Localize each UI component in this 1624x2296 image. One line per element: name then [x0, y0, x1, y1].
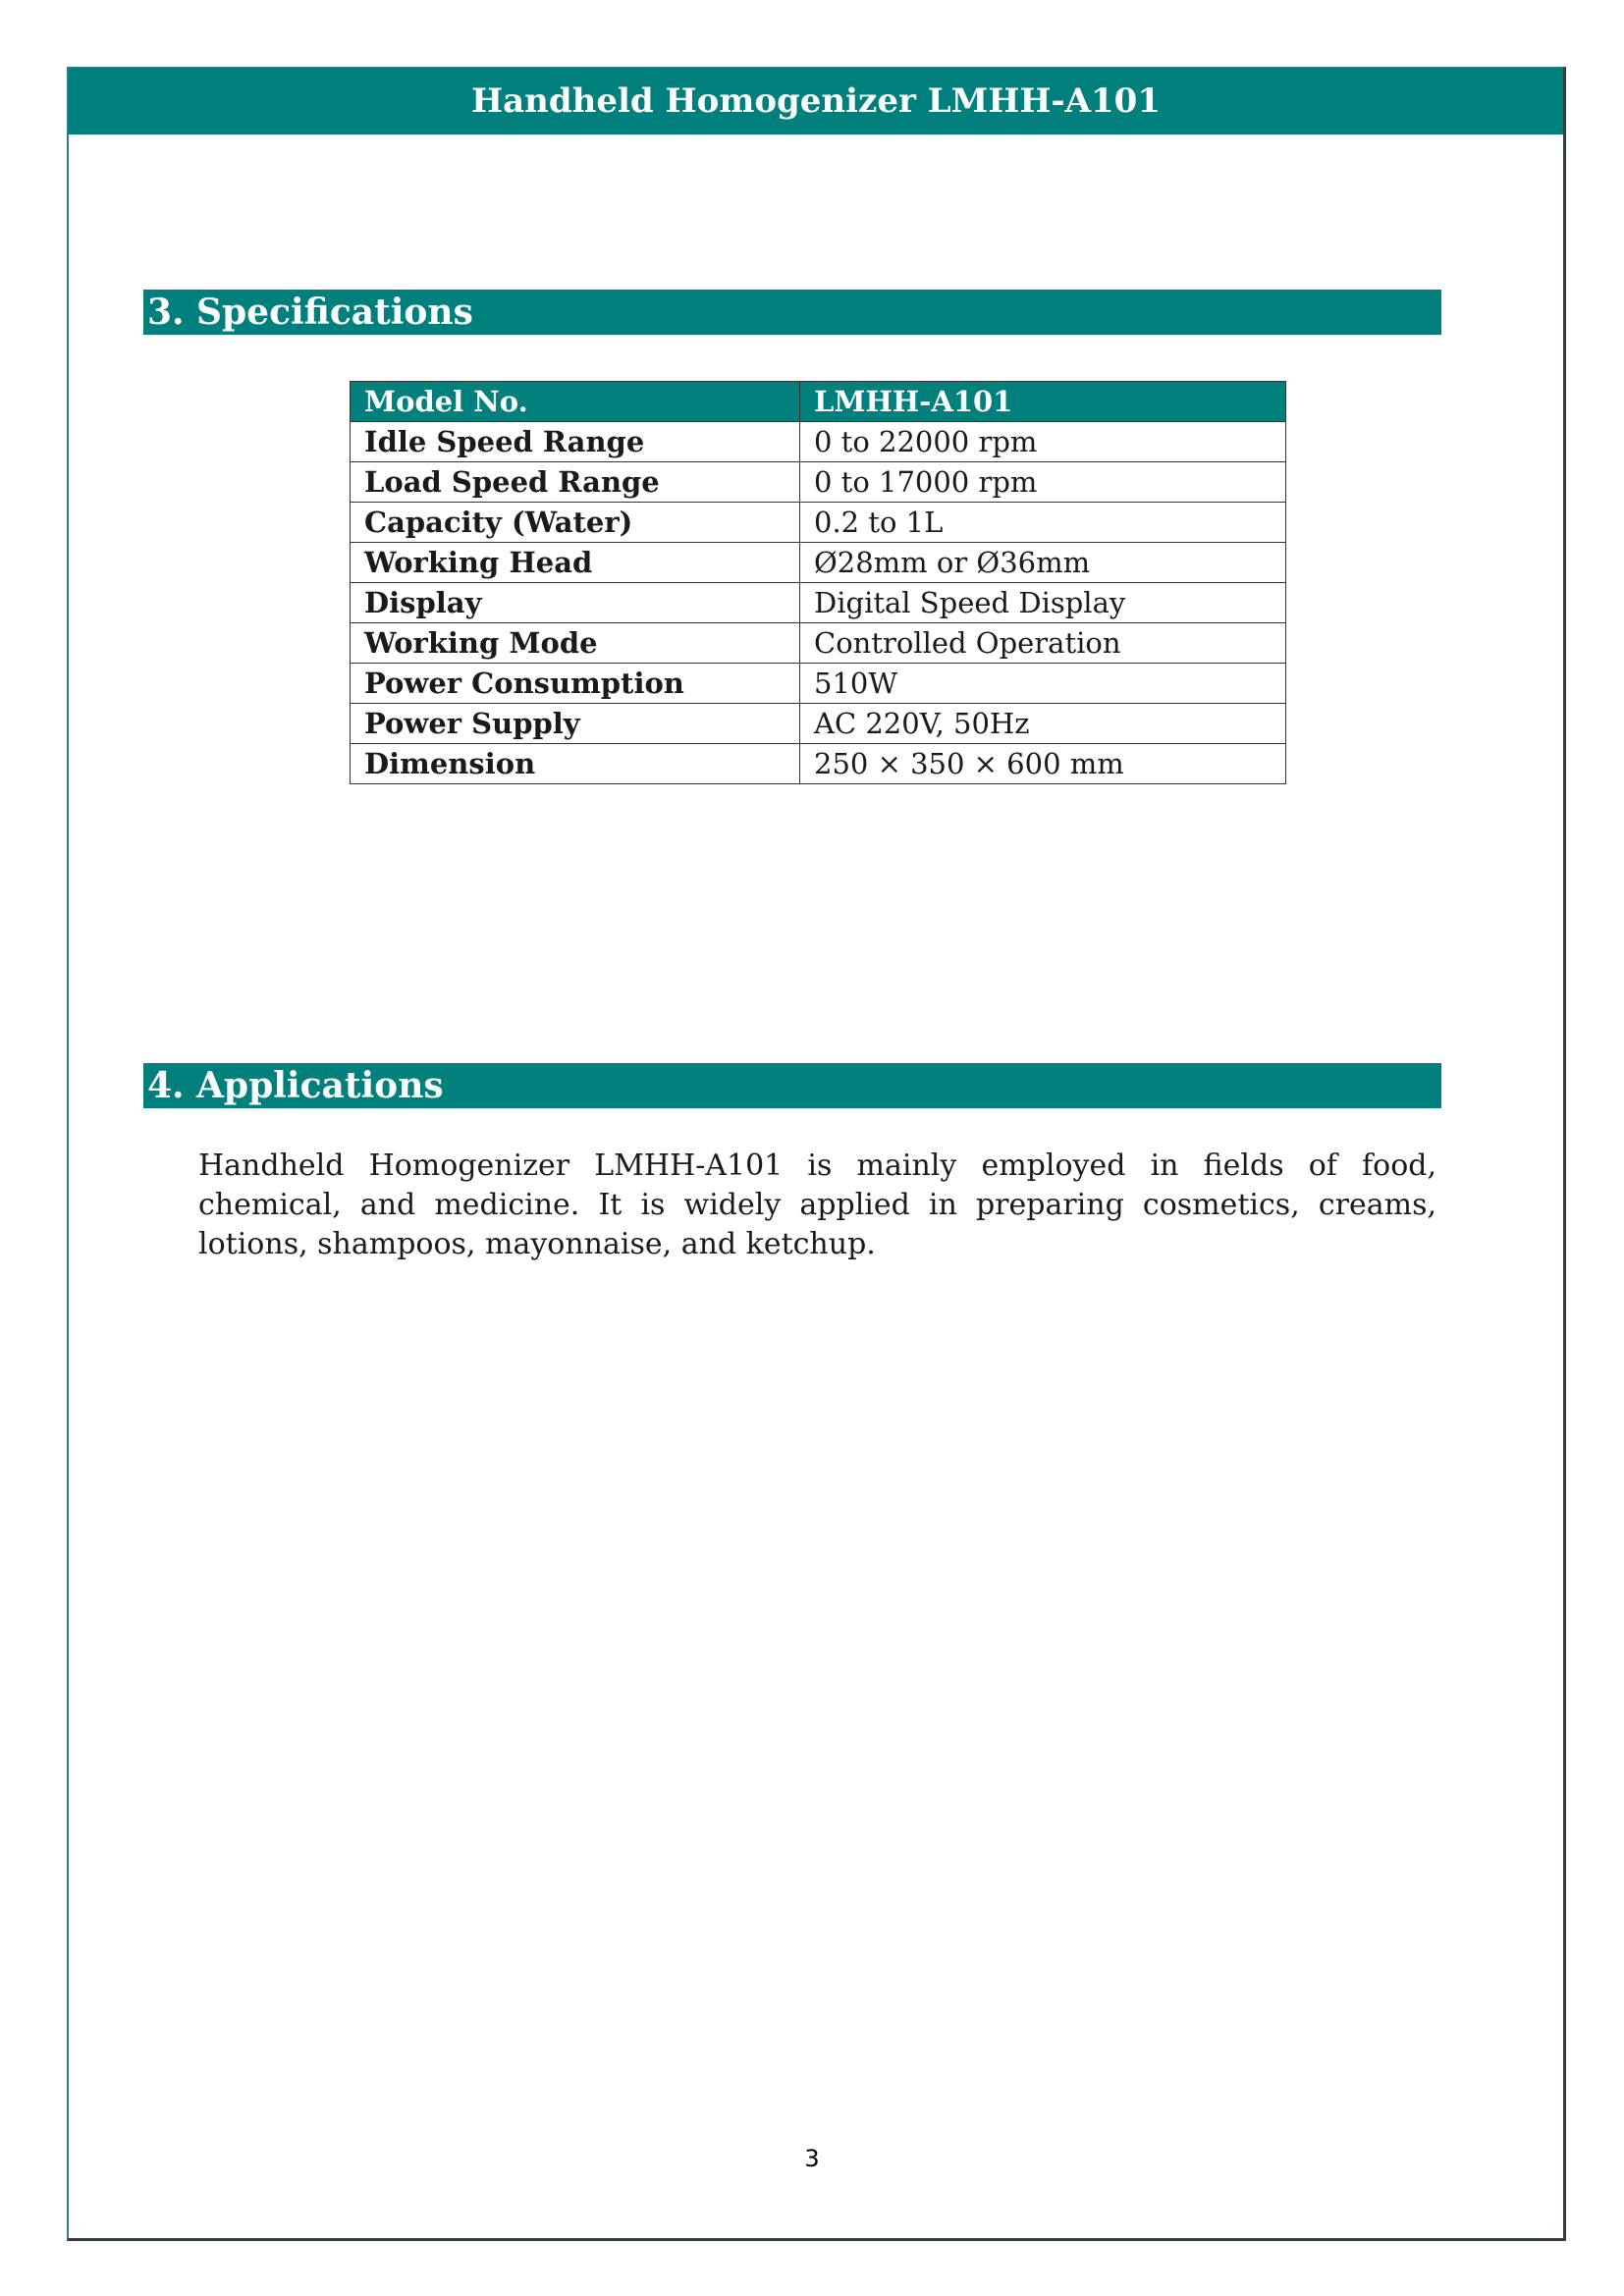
spec-value: Digital Speed Display — [800, 583, 1286, 623]
spec-label: Capacity (Water) — [351, 503, 800, 543]
section-title: Specifications — [196, 292, 473, 333]
table-header-row — [351, 382, 1286, 422]
table-row — [351, 704, 1286, 744]
table-row — [351, 503, 1286, 543]
spec-label: Working Head — [351, 543, 800, 583]
spec-label: Working Mode — [351, 623, 800, 664]
spec-label: Display — [351, 583, 800, 623]
spec-label: Power Supply — [351, 704, 800, 744]
spec-value: 0 to 17000 rpm — [800, 462, 1286, 503]
page-number: 3 — [804, 2145, 820, 2172]
header-cell-value: LMHH-A101 — [800, 382, 1286, 422]
table-row — [351, 543, 1286, 583]
section-number: 4. — [147, 1065, 185, 1106]
spec-label: Power Consumption — [351, 664, 800, 704]
spec-value: 0 to 22000 rpm — [800, 422, 1286, 462]
spec-value: 510W — [800, 664, 1286, 704]
section-title: Applications — [196, 1065, 444, 1106]
spec-value: AC 220V, 50Hz — [800, 704, 1286, 744]
table-row — [351, 623, 1286, 664]
header-cell-label: Model No. — [351, 382, 800, 422]
spec-label: Idle Speed Range — [351, 422, 800, 462]
spec-value: 250 × 350 × 600 mm — [800, 744, 1286, 784]
specifications-table — [350, 381, 1286, 784]
page-title: Handheld Homogenizer LMHH-A101 — [69, 68, 1563, 134]
table-row — [351, 583, 1286, 623]
section-heading-specifications — [143, 290, 1441, 335]
spec-value: 0.2 to 1L — [800, 503, 1286, 543]
section-number: 3. — [147, 292, 185, 333]
table-row — [351, 462, 1286, 503]
table-row — [351, 744, 1286, 784]
spec-label: Load Speed Range — [351, 462, 800, 503]
applications-paragraph: Handheld Homogenizer LMHH-A101 is mainly employed in fields of food, chemical, and medicine. It is widely applied in preparing cosmetics, creams, lotions, shampoos, mayonnaise, and ketchup. — [198, 1148, 1436, 1261]
table-row — [351, 664, 1286, 704]
table-row — [351, 422, 1286, 462]
section-heading-applications — [143, 1063, 1441, 1108]
spec-label: Dimension — [351, 744, 800, 784]
spec-value: Controlled Operation — [800, 623, 1286, 664]
spec-value: Ø28mm or Ø36mm — [800, 543, 1286, 583]
